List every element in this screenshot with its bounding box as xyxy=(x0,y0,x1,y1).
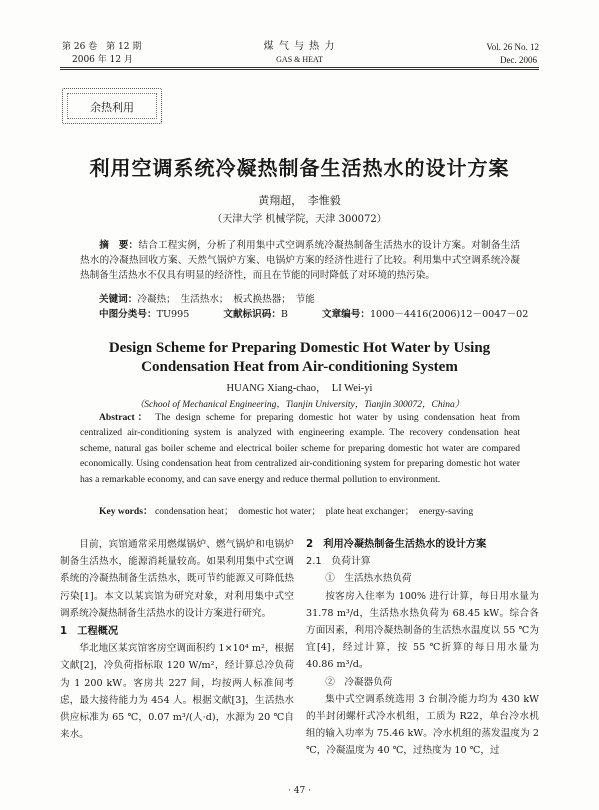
journal-name-en: GAS & HEAT xyxy=(276,55,323,64)
journal-date: 2006 年 12 月 xyxy=(72,55,133,65)
journal-date-en: Dec. 2006 xyxy=(500,55,537,65)
authors-cn: 黄翔超， 李惟毅 xyxy=(258,194,341,207)
article-no-label: 文章编号： xyxy=(321,309,370,320)
paper-title-cn: 利用空调系统冷凝热制备生活热水的设计方案 xyxy=(89,156,510,180)
abstract-cn xyxy=(80,238,520,283)
item-1-paragraph: 按客房入住率为 100% 进行计算，每日用水量为 31.78 m³/d，生活热水热负荷为 68.45 kW。综合各方面因素，利用冷凝热制备的生活热水温度以 55 ℃为宜[4]，经过计算，按 55 ℃折算的每日用水量为 40.86 m³/d。 xyxy=(306,590,539,671)
paper-title-en-line1: Design Scheme for Preparing Domestic Hot Water by Using xyxy=(108,340,491,356)
section-1-heading: 1 工程概况 xyxy=(60,626,119,638)
body-left-column xyxy=(60,536,294,743)
abstract-en-text: The design scheme for preparing domestic hot water by using condensation heat from centralized air-conditioning system is analyzed with engineering example. The recovery condensation heat scheme, natural gas boiler scheme and electrical boiler scheme for preparing domestic hot water are compared economically. Using condensation heat from centralized air-conditioning system for preparing domestic hot water has a remarkable economy, and can save energy and reduce thermal pollution to environment. xyxy=(80,412,520,485)
keywords-cn xyxy=(99,292,519,307)
clc-label: 中图分类号： xyxy=(99,309,157,320)
journal-volume-en: Vol. 26 No. 12 xyxy=(486,42,539,52)
keywords-en-label: Key words： xyxy=(99,506,153,517)
journal-name-cn: 煤 气 与 热 力 xyxy=(263,41,336,52)
doc-code-label: 文献标识码： xyxy=(223,309,281,320)
keywords-en xyxy=(99,504,539,519)
paper-title-en-line2: Condensation Heat from Air-conditioning System xyxy=(141,359,458,375)
abstract-en-label: Abstract： xyxy=(99,412,151,423)
intro-paragraph: 目前，宾馆通常采用燃煤锅炉、燃气锅炉和电锅炉制备生活热水，能源消耗量较高。如果利用集中式空调系统的冷凝热制备生活热水，既可节约能源又可降低热污染[1]。本文以某宾馆为研究对象，对利用集中式空调系统冷凝热制备生活热水的设计方案进行研究。 xyxy=(60,539,294,619)
section-2-heading: 2 利用冷凝热制备生活热水的设计方案 xyxy=(306,539,487,550)
item-2-paragraph: 集中式空调系统选用 3 台制冷能力均为 430 kW 的半封闭螺杆式冷水机组，工质为 R22，单台冷水机组的输入功率为 75.46 kW。冷水机组的蒸发温度为 2 ℃，冷凝温度为 40 ℃，过热度为 10 ℃，过 xyxy=(306,693,539,757)
section-badge xyxy=(62,88,162,124)
affiliation-cn: （天津大学 机械学院，天津 300072） xyxy=(212,214,387,225)
header-rule xyxy=(60,67,539,68)
classification-line xyxy=(99,307,539,322)
keywords-en-text: condensation heat； domestic hot water； plate heat exchanger； energy-saving xyxy=(154,506,474,517)
abstract-cn-text: 结合工程实例，分析了利用集中式空调系统冷凝热制备生活热水的设计方案。对制备生活热水的冷凝热回收方案、天然气锅炉方案、电锅炉方案的经济性进行了比较。利用集中式空调系统冷凝热制备生活热水不仅具有明显的经济性，而且在节能的同时降低了对环境的热污染。 xyxy=(80,240,521,281)
section-2-1-heading: 2.1 负荷计算 xyxy=(306,556,371,568)
header-rule-thin xyxy=(60,69,539,70)
authors-en: HUANG Xiang-chao， LI Wei-yi xyxy=(226,383,373,394)
doc-code-value: B xyxy=(280,309,288,320)
body-right-column xyxy=(306,536,539,760)
abstract-cn-label: 摘 要： xyxy=(99,240,139,251)
clc-value: TU995 xyxy=(156,309,190,320)
journal-volume: 第 26 卷 第 12 期 xyxy=(62,42,142,52)
page-number: · 47 · xyxy=(288,786,311,796)
keywords-cn-label: 关键词： xyxy=(99,294,138,305)
section-badge-label: 余热利用 xyxy=(90,101,134,114)
item-2-heading: ② 冷凝器负荷 xyxy=(325,676,393,688)
keywords-cn-text: 冷凝热； 生活热水； 板式换热器； 节能 xyxy=(137,294,315,305)
affiliation-en: （School of Mechanical Engineering，Tianjin University，Tianjin 300072，China） xyxy=(134,400,465,410)
abstract-en xyxy=(80,410,520,487)
item-1-heading: ① 生活热水热负荷 xyxy=(325,573,412,585)
article-no-value: 1000－4416(2006)12－0047－02 xyxy=(369,309,529,320)
section-1-paragraph: 华北地区某宾馆客房空调面积约 1×10⁴ m²，根据文献[2]，冷负荷指标取 120 W/m²，经计算总冷负荷为 1 200 kW。客房共 227 间，均按两人标准间考虑，最大接待能力为 454 人。根据文献[3]，生活热水供应标准为 65 ℃，0.07 m³/(人·d)，水源为 20 ℃自来水。 xyxy=(60,643,294,741)
